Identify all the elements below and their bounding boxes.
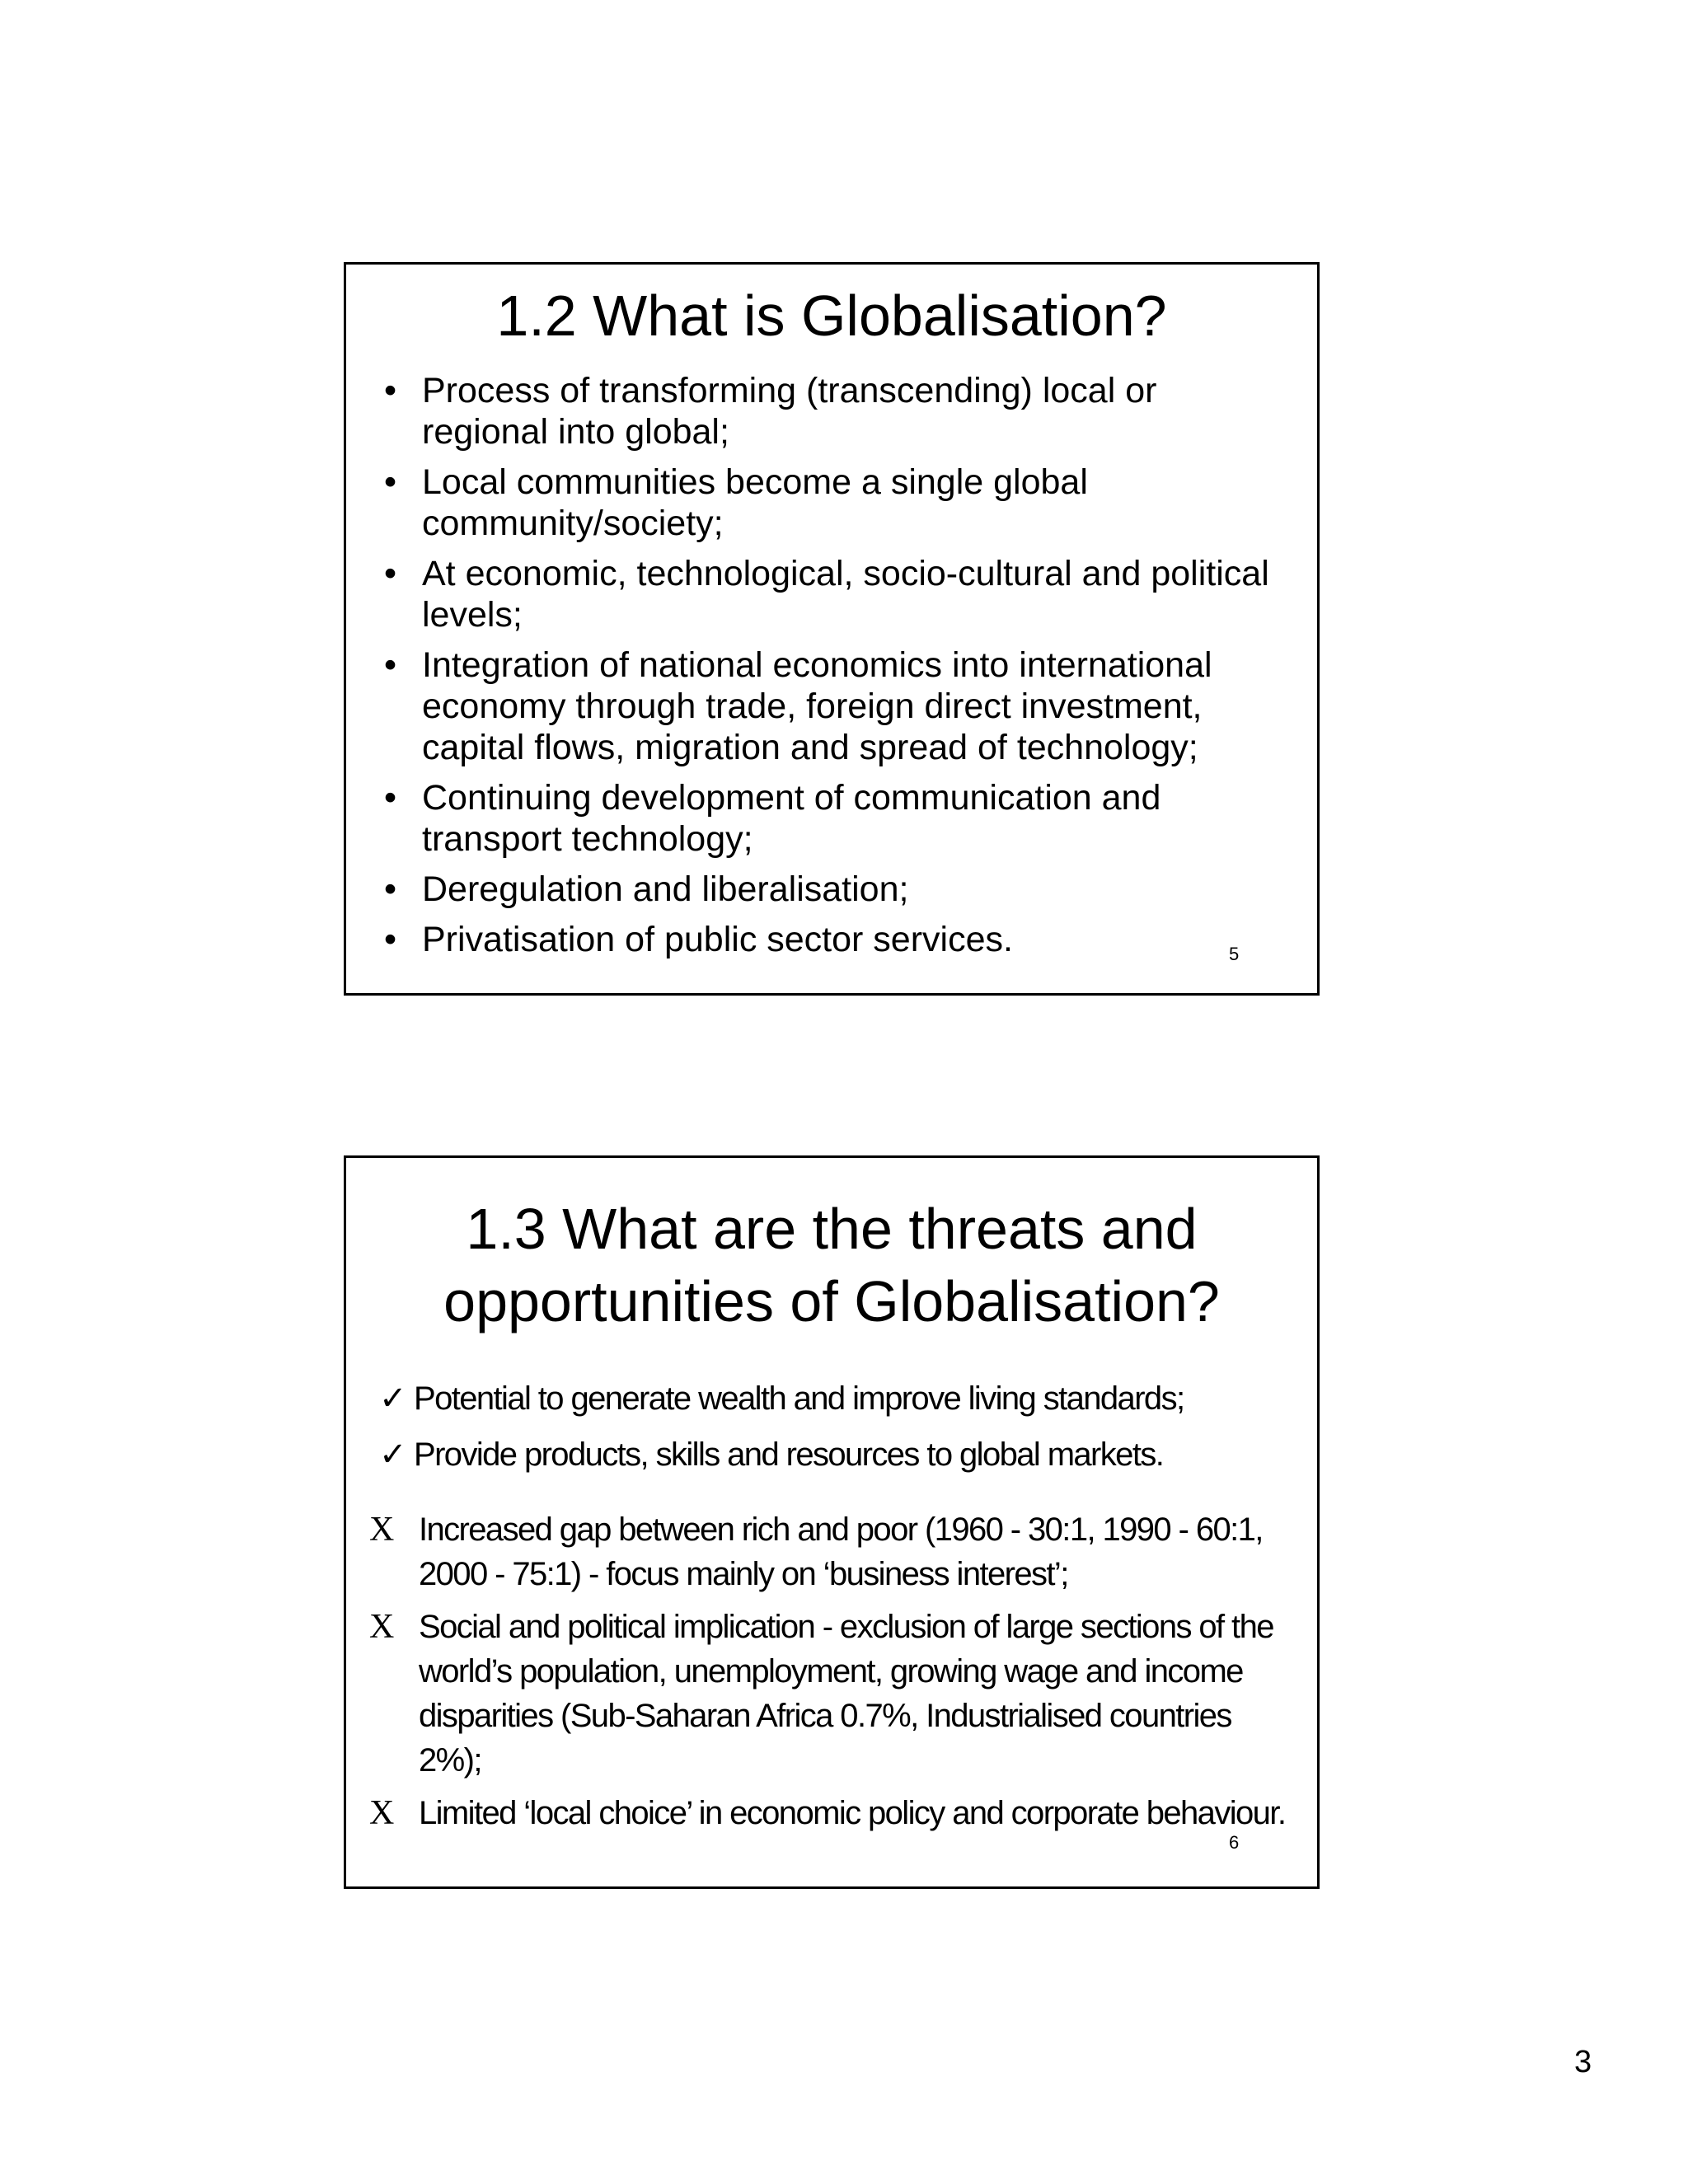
- list-item: • Privatisation of public sector services.: [384, 920, 1013, 959]
- bullet-list: [384, 370, 1284, 969]
- threats-list: [369, 1507, 1292, 1844]
- list-item: • Local communities become a single global community/society;: [384, 462, 1088, 543]
- list-item: • Process of transforming (transcending) local or regional into global;: [384, 371, 1157, 452]
- bullet-icon: •: [384, 920, 397, 959]
- slide-globalisation-threats-opportunities: [344, 1155, 1320, 1889]
- cross-icon: X: [369, 1608, 395, 1646]
- cross-icon: X: [369, 1794, 395, 1832]
- bullet-icon: •: [384, 869, 397, 909]
- check-icon: ✓: [379, 1380, 407, 1417]
- list-item: X Social and political implication - exclusion of large sections of the world’s population, unemployment, growing wage and income disparities (Sub-Saharan Africa 0.7%, Industrialised countries 2%);: [369, 1605, 1292, 1783]
- page-number: 3: [1574, 2045, 1592, 2079]
- slide-globalisation-definition: [344, 262, 1320, 996]
- slide-title: 1.2 What is Globalisation?: [496, 284, 1167, 348]
- list-item: X Increased gap between rich and poor (1960 - 30:1, 1990 - 60:1, 2000 - 75:1) - focus mainly on ‘business interest’;: [369, 1507, 1292, 1596]
- list-item: • Deregulation and liberalisation;: [384, 869, 909, 909]
- opportunities-list: [379, 1376, 1292, 1488]
- bullet-icon: •: [384, 645, 397, 685]
- list-item: ✓ Provide products, skills and resources to global markets.: [379, 1432, 1292, 1477]
- list-item: X Limited ‘local choice’ in economic policy and corporate behaviour.: [369, 1791, 1292, 1835]
- slide-number: 5: [1229, 944, 1240, 964]
- bullet-icon: •: [384, 778, 397, 818]
- cross-icon: X: [369, 1511, 395, 1549]
- list-item: • Integration of national economics into international economy through trade, foreign direct investment, capital flows, migration and spread of technology;: [384, 645, 1212, 767]
- bullet-icon: •: [384, 554, 397, 593]
- slide-number: 6: [1229, 1832, 1240, 1853]
- bullet-icon: •: [384, 462, 397, 502]
- bullet-icon: •: [384, 371, 397, 410]
- slide-title: 1.3 What are the threats and opportunities of Globalisation?: [443, 1197, 1220, 1333]
- list-item: • Continuing development of communication and transport technology;: [384, 778, 1161, 859]
- list-item: ✓ Potential to generate wealth and improve living standards;: [379, 1376, 1292, 1421]
- list-item: • At economic, technological, socio-cultural and political levels;: [384, 554, 1269, 635]
- check-icon: ✓: [379, 1436, 407, 1473]
